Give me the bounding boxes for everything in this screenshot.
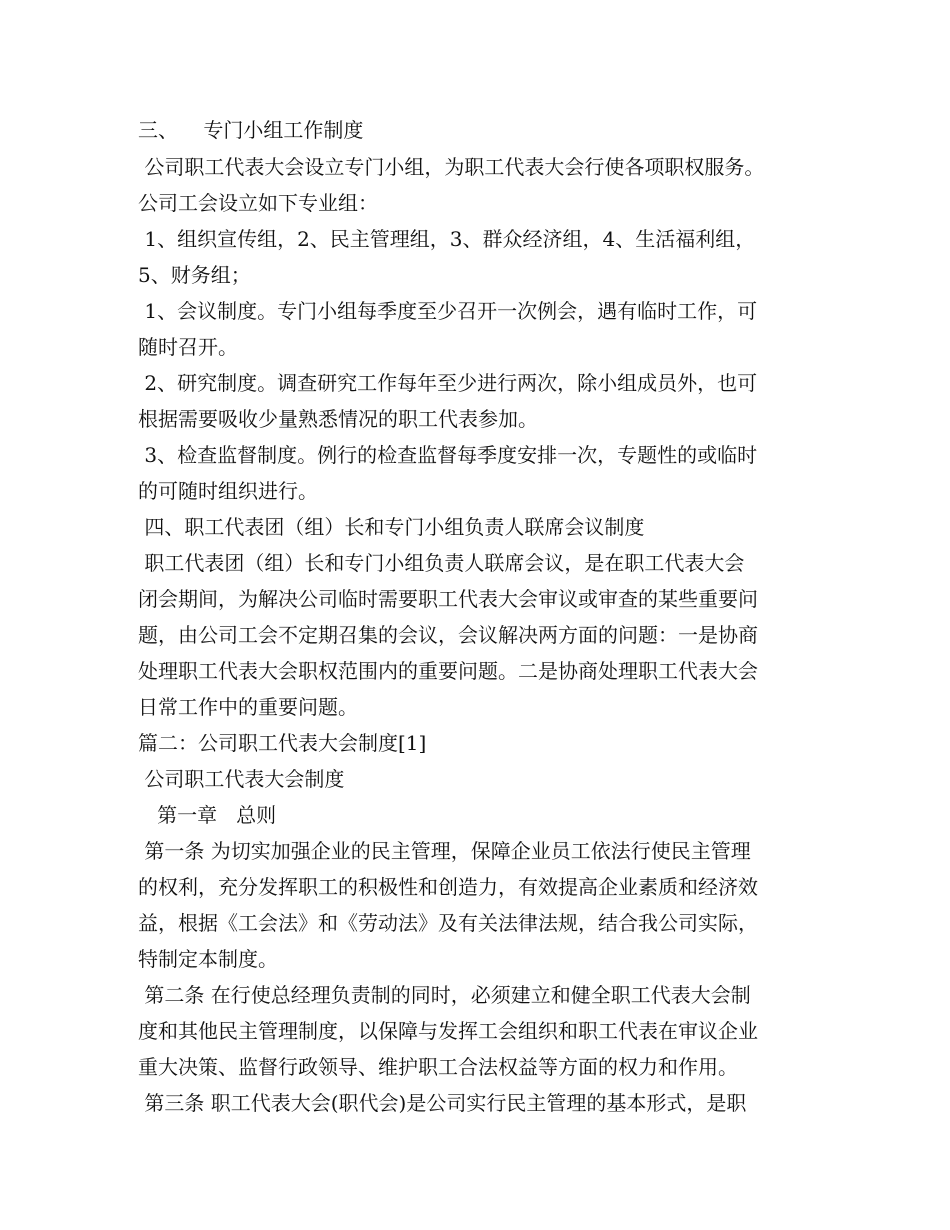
text-line: 闭会期间，为解决公司临时需要职工代表大会审议或审查的某些重要问 <box>138 587 758 611</box>
text-line: 特制定本制度。 <box>138 947 278 971</box>
text-line: 公司职工代表大会设立专门小组，为职工代表大会行使各项职权服务。 <box>138 155 765 179</box>
text-line: 的权利，充分发挥职工的积极性和创造力，有效提高企业素质和经济效 <box>138 875 758 899</box>
text-line: 1、会议制度。专门小组每季度至少召开一次例会，遇有临时工作，可 <box>138 299 758 323</box>
text-line: 第二条 在行使总经理负责制的同时，必须建立和健全职工代表大会制 <box>138 983 751 1007</box>
text-line: 职工代表团（组）长和专门小组负责人联席会议，是在职工代表大会 <box>138 551 745 575</box>
text-line: 的可随时组织进行。 <box>138 479 318 503</box>
text-line: 题，由公司工会不定期召集的会议，会议解决两方面的问题：一是协商 <box>138 623 758 647</box>
text-line: 公司工会设立如下专业组： <box>138 191 378 215</box>
text-line: 篇二：公司职工代表大会制度[1] <box>138 731 427 755</box>
text-line: 3、检查监督制度。例行的检查监督每季度安排一次，专题性的或临时 <box>138 443 758 467</box>
text-line: 1、组织宣传组，2、民主管理组，3、群众经济组，4、生活福利组， <box>138 227 756 251</box>
text-line: 5、财务组； <box>138 263 251 287</box>
text-line: 第一章 总则 <box>138 803 277 827</box>
text-line: 日常工作中的重要问题。 <box>138 695 358 719</box>
text-line: 三、 专门小组工作制度 <box>138 118 364 142</box>
text-line: 随时召开。 <box>138 335 238 359</box>
text-line: 根据需要吸收少量熟悉情况的职工代表参加。 <box>138 407 538 431</box>
text-line: 公司职工代表大会制度 <box>138 767 345 791</box>
text-line: 益，根据《工会法》和《劳动法》及有关法律法规，结合我公司实际， <box>138 911 758 935</box>
text-line: 四、职工代表团（组）长和专门小组负责人联席会议制度 <box>138 515 645 539</box>
text-line: 第三条 职工代表大会(职代会)是公司实行民主管理的基本形式，是职 <box>138 1091 747 1115</box>
text-line: 度和其他民主管理制度，以保障与发挥工会组织和职工代表在审议企业 <box>138 1019 758 1043</box>
text-line: 2、研究制度。调查研究工作每年至少进行两次，除小组成员外，也可 <box>138 371 758 395</box>
text-line: 第一条 为切实加强企业的民主管理，保障企业员工依法行使民主管理 <box>138 839 751 863</box>
text-line: 重大决策、监督行政领导、维护职工合法权益等方面的权力和作用。 <box>138 1055 738 1079</box>
text-line: 处理职工代表大会职权范围内的重要问题。二是协商处理职工代表大会 <box>138 659 758 683</box>
